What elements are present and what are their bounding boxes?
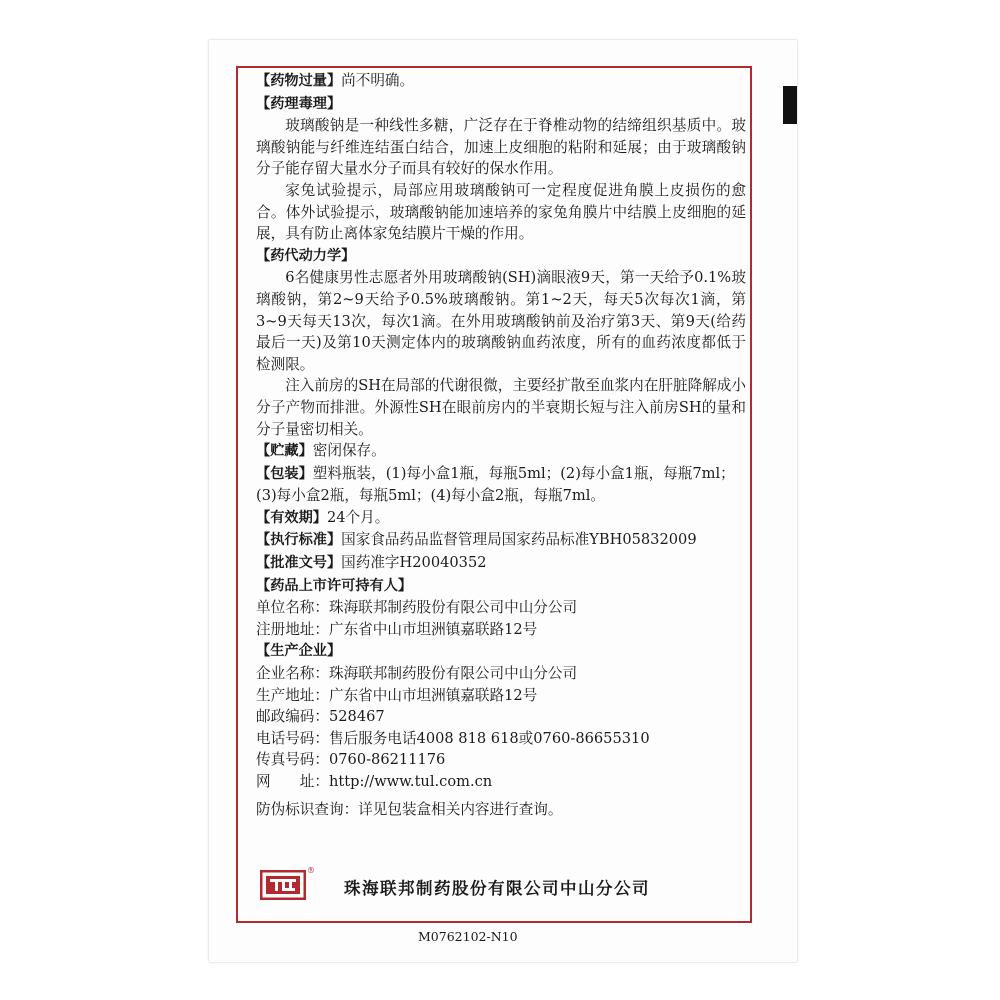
company-logo-icon (260, 870, 306, 900)
holder-heading: 【药品上市许可持有人】 (256, 577, 413, 594)
document-code: M0762102-N10 (418, 929, 518, 944)
dark-edge-strip (783, 86, 797, 124)
validity-text: 24个月。 (326, 508, 390, 526)
package-text: 塑料瓶装，(1)每小盒1瓶，每瓶5ml；(2)每小盒1瓶，每瓶7ml；(3)每小盒2瓶，每瓶5ml；(4)每小盒2瓶，每瓶7ml。 (256, 464, 735, 505)
maker-heading-line (256, 640, 746, 663)
overdose-heading: 【药物过量】 (256, 73, 342, 89)
anti-fake-query: 防伪标识查询：详见包装盒相关内容进行查询。 (256, 800, 563, 818)
maker-tel: 电话号码：售后服务电话4008 818 618或0760-86655310 (256, 729, 650, 747)
approval-heading: 【批准文号】 (256, 555, 342, 572)
storage-line (256, 440, 746, 463)
storage-text: 密闭保存。 (312, 442, 386, 460)
overdose-text: 尚不明确。 (341, 72, 415, 89)
leaflet-content (256, 70, 746, 820)
validity-line (256, 507, 746, 530)
pharmacology-heading-line (256, 93, 746, 116)
holder-name: 单位名称：珠海联邦制药股份有限公司中山分公司 (256, 599, 578, 617)
holder-heading-line (256, 575, 746, 598)
approval-line (256, 552, 746, 575)
approval-text: 国药准字H20040352 (341, 554, 487, 572)
footer-brand (260, 866, 740, 904)
pharmacology-paragraph-1: 玻璃酸钠是一种线性多糖，广泛存在于脊椎动物的结缔组织基质中。玻璃酸钠能与纤维连结蛋白结合，加速上皮细胞的粘附和延展；由于玻璃酸钠分子能存留大量水分子而具有较好的保水作用。 (256, 117, 746, 178)
maker-address: 生产地址：广东省中山市坦洲镇嘉联路12号 (256, 686, 538, 704)
validity-heading: 【有效期】 (256, 509, 327, 526)
pharmacology-heading: 【药理毒理】 (256, 95, 342, 112)
maker-zip: 邮政编码：528467 (256, 708, 385, 726)
pk-paragraph-1: 6名健康男性志愿者外用玻璃酸钠(SH)滴眼液9天，第一天给予0.1%玻璃酸钠，第2~9天给予0.5%玻璃酸钠。第1~2天，每天5次每次1滴，第3~9天每天13次，每次1滴。在外用玻璃酸钠前及治疗第3天、第9天(给药最后一天)及第10天测定体内的玻璃酸钠血药浓度，所有的血药浓度都低于检测限。 (256, 269, 746, 373)
pk-heading-line (256, 245, 746, 268)
footer-company-name: 珠海联邦制药股份有限公司中山分公司 (344, 879, 650, 898)
maker-fax: 传真号码：0760-86211176 (256, 751, 446, 769)
storage-heading: 【贮藏】 (256, 443, 313, 460)
holder-address: 注册地址：广东省中山市坦洲镇嘉联路12号 (256, 620, 538, 638)
pk-heading: 【药代动力学】 (256, 247, 356, 264)
standard-heading: 【执行标准】 (256, 532, 342, 549)
standard-line (256, 529, 746, 552)
standard-text: 国家食品药品监督管理局国家药品标准YBH05832009 (341, 531, 697, 549)
maker-name: 企业名称：珠海联邦制药股份有限公司中山分公司 (256, 665, 578, 683)
pk-paragraph-2: 注入前房的SH在局部的代谢很微，主要经扩散至血浆内在肝脏降解成小分子产物而排泄。外源性SH在眼前房内的半衰期长短与注入前房SH的量和分子量密切相关。 (256, 377, 746, 438)
registered-mark: ® (307, 866, 315, 875)
maker-heading: 【生产企业】 (256, 643, 342, 660)
package-line (256, 463, 746, 507)
maker-website: 网 址：http://www.tul.com.cn (256, 773, 493, 790)
overdose-line (256, 70, 746, 93)
pharmacology-paragraph-2: 家兔试验提示，局部应用玻璃酸钠可一定程度促进角膜上皮损伤的愈合。体外试验提示，玻璃酸钠能加速培养的家兔角膜片中结膜上皮细胞的延展，具有防止离体家兔结膜片干燥的作用。 (256, 181, 746, 243)
package-heading: 【包装】 (256, 465, 313, 482)
